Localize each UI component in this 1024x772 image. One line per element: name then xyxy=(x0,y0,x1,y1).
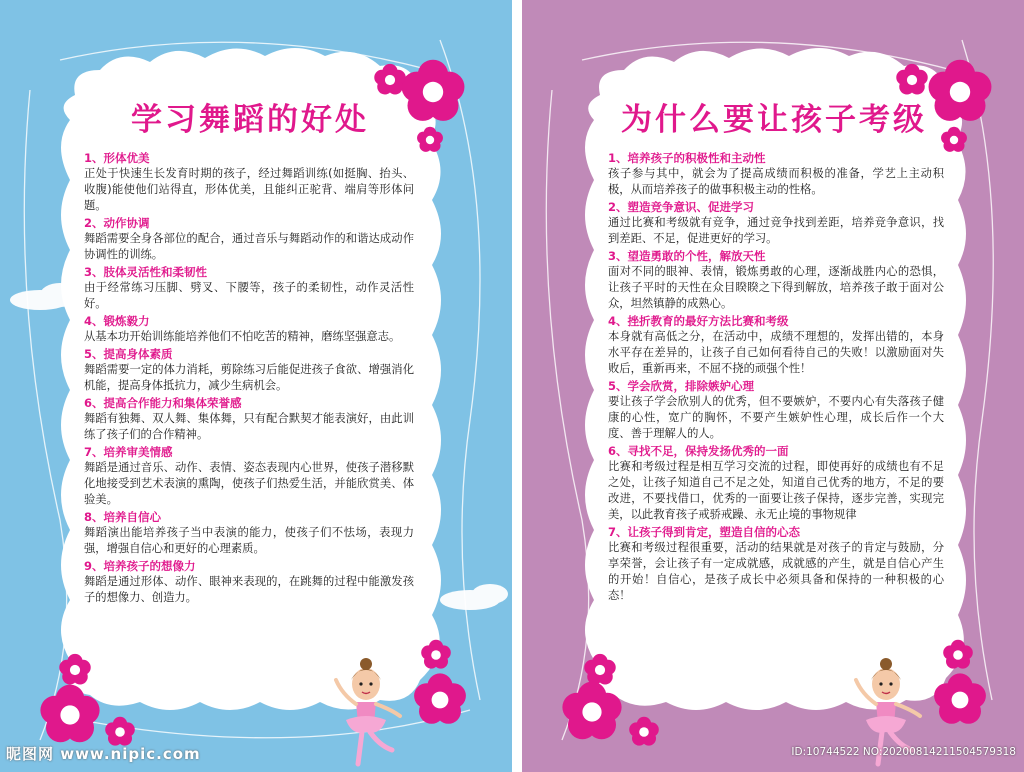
section-heading: 1、形体优美 xyxy=(84,151,150,165)
section-heading: 1、培养孩子的积极性和主动性 xyxy=(608,151,766,165)
section-heading: 2、动作协调 xyxy=(84,216,150,230)
flower-icon xyxy=(629,717,659,746)
section xyxy=(84,346,414,394)
section xyxy=(608,443,944,523)
benefits-list xyxy=(84,150,414,607)
flower-icon xyxy=(929,60,992,121)
section xyxy=(608,313,944,377)
section xyxy=(608,199,944,247)
flower-icon xyxy=(402,60,465,121)
section-heading: 6、提高合作能力和集体荣誉感 xyxy=(84,396,242,410)
section-body: 舞蹈是通过音乐、动作、表情、姿态表现内心世界，使孩子潜移默化地接受到艺术表演的熏陶，使孩子们热爱生活，并能欣赏美、体验美。 xyxy=(84,461,414,506)
section-heading: 7、让孩子得到肯定，塑造自信的心态 xyxy=(608,525,800,539)
section xyxy=(84,509,414,557)
section xyxy=(84,395,414,443)
section xyxy=(84,150,414,214)
section-body: 舞蹈需要全身各部位的配合，通过音乐与舞蹈动作的和谐达成动作协调性的训练。 xyxy=(84,232,414,261)
section-body: 舞蹈演出能培养孩子当中表演的能力，使孩子们不怯场，表现力强，增强自信心和更好的心理素质。 xyxy=(84,526,414,555)
section xyxy=(608,524,944,604)
page-title: 学习舞蹈的好处 xyxy=(131,102,369,138)
section-body: 孩子参与其中，就会为了提高成绩而积极的准备，学艺上主动积极，从而培养孩子的做事积极主动的性格。 xyxy=(608,167,944,196)
section-body: 比赛和考级过程是相互学习交流的过程，即使再好的成绩也有不足之处，让孩子知道自己不足之处，知道自己优秀的地方，不足的要改进，不要找借口，优秀的一面要让孩子保持，逐步完善，实现完美，以此教育孩子戒骄戒躁、永无止境的事物规律 xyxy=(608,460,944,521)
section-body: 从基本功开始训练能培养他们不怕吃苦的精神，磨练坚强意志。 xyxy=(84,330,401,343)
section-body: 面对不同的眼神、表情，锻炼勇敢的心理，逐渐战胜内心的恐惧，让孩子平时的天性在众目睽睽之下得到解放，培养孩子敢于面对公众，坦然镇静的成熟心。 xyxy=(608,265,944,310)
section-heading: 7、培养审美情感 xyxy=(84,445,173,459)
section-heading: 2、塑造竞争意识、促进学习 xyxy=(608,200,755,214)
section-heading: 6、寻找不足，保持发扬优秀的一面 xyxy=(608,444,789,458)
section xyxy=(84,558,414,606)
section-heading: 4、锻炼毅力 xyxy=(84,314,150,328)
section-heading: 8、培养自信心 xyxy=(84,510,162,524)
section-body: 要让孩子学会欣别人的优秀，但不要嫉妒，不要内心有失落孩子健康的心性，宽广的胸怀，不要产生嫉妒性心理，成长后作一个大度、善于理解人的人。 xyxy=(608,395,944,440)
section xyxy=(608,378,944,442)
flower-icon xyxy=(414,673,466,723)
section xyxy=(84,215,414,263)
right-panel xyxy=(522,0,1024,772)
section-heading: 3、望造勇敢的个性，解放天性 xyxy=(608,249,766,263)
section-heading: 5、提高身体素质 xyxy=(84,347,173,361)
section-heading: 5、学会欣赏，排除嫉妒心理 xyxy=(608,379,755,393)
section-body: 舞蹈有独舞、双人舞、集体舞，只有配合默契才能表演好，由此训练了孩子们的合作精神。 xyxy=(84,412,414,441)
section-body: 舞蹈需要一定的体力消耗，剪除练习后能促进孩子食欲、增强消化机能，提高身体抵抗力，减少生病机会。 xyxy=(84,363,414,392)
section-body: 本身就有高低之分，在活动中，成绩不理想的，发挥出错的，本身水平存在差异的，让孩子自己如何看待自己的失败！以激励面对失败后，重新再来，不屈不挠的顽强个性！ xyxy=(608,330,944,375)
section xyxy=(84,444,414,508)
section-body: 舞蹈是通过形体、动作、眼神来表现的，在跳舞的过程中能激发孩子的想像力、创造力。 xyxy=(84,575,414,604)
section xyxy=(84,264,414,312)
page-title: 为什么要让孩子考级 xyxy=(621,102,927,138)
section-body: 正处于快速生长发育时期的孩子，经过舞蹈训练(如挺胸、抬头、收腹)能使他们站得直，形体优美，且能纠正驼背、端肩等形体问题。 xyxy=(84,167,414,212)
section xyxy=(608,248,944,312)
section-heading: 9、培养孩子的想像力 xyxy=(84,559,196,573)
exam-reasons-list xyxy=(608,150,944,605)
section-heading: 3、肢体灵活性和柔韧性 xyxy=(84,265,208,279)
section xyxy=(84,313,414,345)
image-id-watermark: ID:10744522 NO:20200814211504579318 xyxy=(791,746,1016,758)
section xyxy=(608,150,944,198)
watermark: 昵图网 www.nipic.com xyxy=(6,745,201,763)
section-heading: 4、挫折教育的最好方法比赛和考级 xyxy=(608,314,789,328)
section-body: 比赛和考级过程很重要，活动的结果就是对孩子的肯定与鼓励，分享荣誉，会让孩子有一定成就感，成就感的产生，就是自信心产生的开始！自信心，是孩子成长中必须具备和保持的一种积极的心态！ xyxy=(608,541,944,602)
flower-icon xyxy=(105,717,135,746)
section-body: 由于经常练习压脚、劈叉、下腰等，孩子的柔韧性，动作灵活性好。 xyxy=(84,281,414,310)
section-body: 通过比赛和考级就有竞争，通过竞争找到差距，培养竞争意识，找到差距、不足，促进更好的学习。 xyxy=(608,216,944,245)
